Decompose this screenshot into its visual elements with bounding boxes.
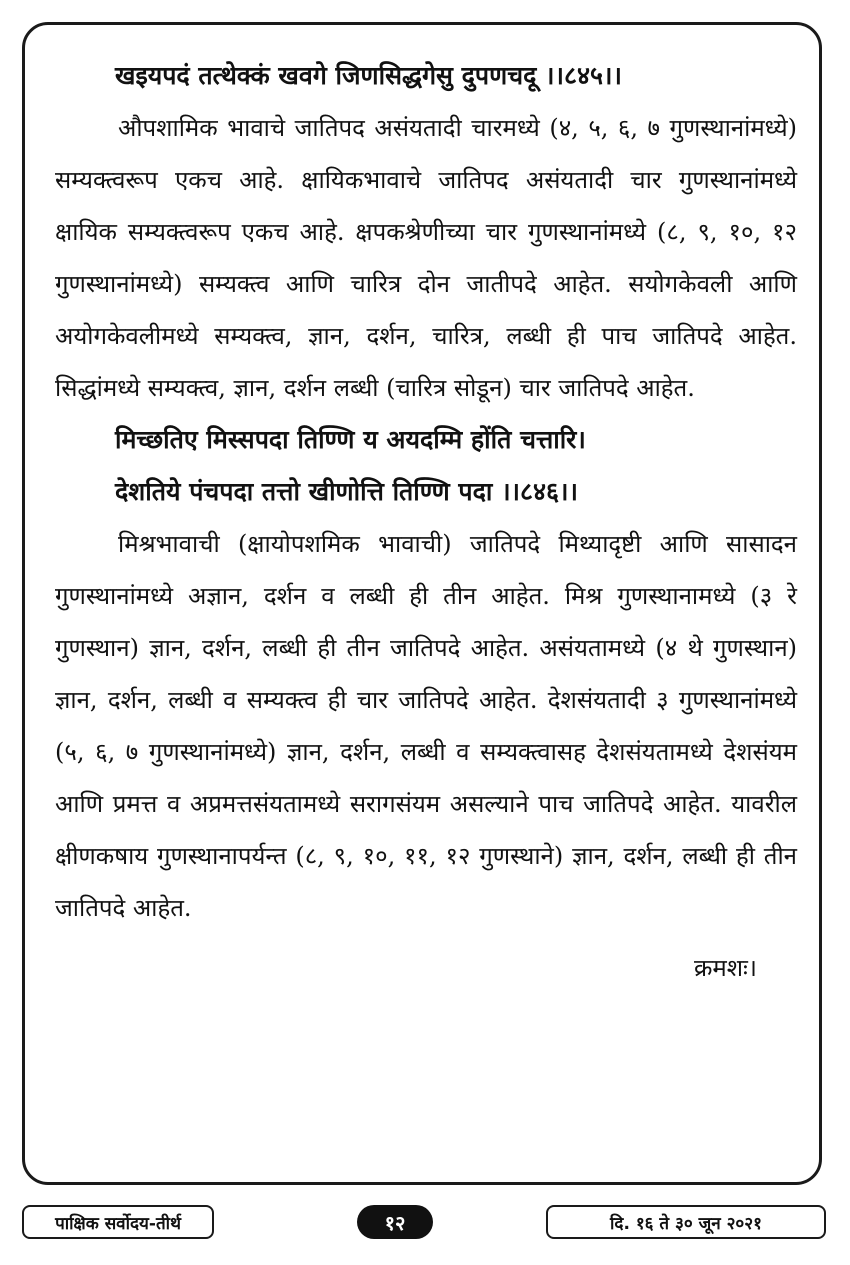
verse-846-line-2: देशतिये पंचपदा तत्तो खीणोत्ति तिण्णि पदा ।।८४६।। [115,477,578,506]
verse-846-line-1: मिच्छतिए मिस्सपदा तिण्णि य अयदम्मि होंति चत्तारि। [115,425,586,454]
page-content [55,50,797,994]
commentary-paragraph-2: मिश्रभावाची (क्षायोपशमिक भावाची) जातिपदे मिथ्यादृष्टी आणि सासादन गुणस्थानांमध्ये अज्ञान, दर्शन व लब्धी ही तीन आहेत. मिश्र गुणस्थानामध्ये (३ रे गुणस्थान) ज्ञान, दर्शन, लब्धी ही तीन जातिपदे आहेत. असंयतामध्ये (४ थे गुणस्थान) ज्ञान, दर्शन, लब्धी व सम्यक्त्व ही चार जातिपदे आहेत. देशसंयतादी ३ गुणस्थानांमध्ये (५, ६, ७ गुणस्थानांमध्ये) ज्ञान, दर्शन, लब्धी व सम्यक्त्वासह देशसंयतामध्ये देशसंयम आणि प्रमत्त व अप्रमत्तसंयतामध्ये सरागसंयम असल्याने पाच जातिपदे आहेत. यावरील क्षीणकषाय गुणस्थानापर्यन्त (८, ९, १०, ११, १२ गुणस्थाने) ज्ञान, दर्शन, लब्धी ही तीन जातिपदे आहेत. [55,530,797,922]
page-number: १२ [357,1205,433,1239]
verse-845: खइयपदं तत्थेक्कं खवगे जिणसिद्धगेसु दुपणचदू ।।८४५।। [115,61,622,90]
issue-date: दि. १६ ते ३० जून २०२१ [546,1205,826,1239]
publication-name: पाक्षिक सर्वोदय-तीर्थ [22,1205,214,1239]
commentary-paragraph-1: औपशामिक भावाचे जातिपद असंयतादी चारमध्ये (४, ५, ६, ७ गुणस्थानांमध्ये) सम्यक्त्वरूप एकच आहे. क्षायिकभावाचे जातिपद असंयतादी चार गुणस्थानांमध्ये क्षायिक सम्यक्त्वरूप एकच आहे. क्षपकश्रेणीच्या चार गुणस्थानांमध्ये (८, ९, १०, १२ गुणस्थानांमध्ये) सम्यक्त्व आणि चारित्र दोन जातीपदे आहेत. सयोगकेवली आणि अयोगकेवलीमध्ये सम्यक्त्व, ज्ञान, दर्शन, चारित्र, लब्धी ही पाच जातिपदे आहेत. सिद्धांमध्ये सम्यक्त्व, ज्ञान, दर्शन लब्धी (चारित्र सोडून) चार जातिपदे आहेत. [55,114,797,402]
continued-label: क्रमशः। [693,954,757,982]
